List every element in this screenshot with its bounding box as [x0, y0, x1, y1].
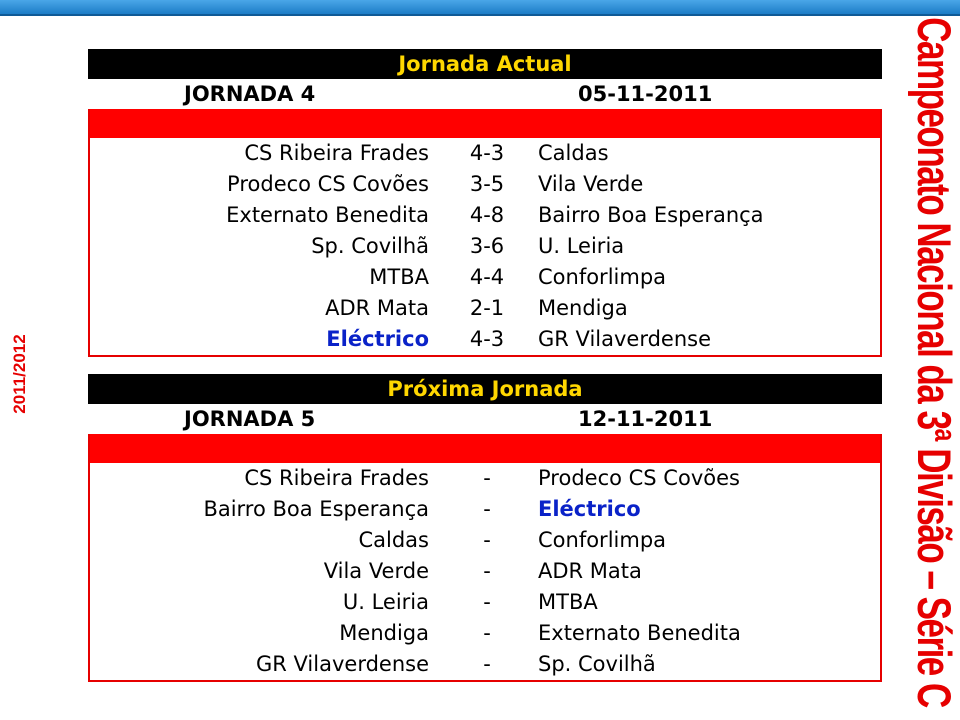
- home-team: Vila Verde: [323, 559, 429, 583]
- match-score: 4-4: [469, 265, 505, 289]
- away-team: GR Vilaverdense: [538, 327, 712, 351]
- season-label-box: [3, 318, 37, 430]
- fixture-row: [90, 587, 880, 618]
- fixture-row: [90, 618, 880, 649]
- current-round-number: JORNADA 4: [184, 82, 316, 106]
- next-red-band: [90, 434, 880, 463]
- next-fixtures-list: [88, 434, 882, 682]
- home-team: Eléctrico: [326, 327, 429, 351]
- current-round-table: [88, 49, 882, 357]
- next-round-table: [88, 374, 882, 682]
- away-team: Bairro Boa Esperança: [538, 203, 764, 227]
- current-results-list: [88, 109, 882, 357]
- home-team: GR Vilaverdense: [255, 652, 429, 676]
- home-team: ADR Mata: [325, 296, 429, 320]
- fixture-separator: -: [483, 652, 491, 676]
- match-score: 3-5: [469, 172, 505, 196]
- result-row: [90, 138, 880, 169]
- home-team: Externato Benedita: [226, 203, 429, 227]
- current-red-band: [90, 109, 880, 138]
- home-team: MTBA: [369, 265, 429, 289]
- away-team: Caldas: [538, 141, 609, 165]
- fixture-row: [90, 556, 880, 587]
- fixture-separator: -: [483, 497, 491, 521]
- result-row: [90, 262, 880, 293]
- fixture-row: [90, 494, 880, 525]
- match-score: 3-6: [469, 234, 505, 258]
- result-row: [90, 293, 880, 324]
- next-round-number: JORNADA 5: [184, 407, 316, 431]
- home-team: CS Ribeira Frades: [244, 141, 429, 165]
- competition-title-box: [905, 17, 960, 707]
- result-row: [90, 231, 880, 262]
- away-team: Mendiga: [538, 296, 628, 320]
- next-round-info: [88, 404, 882, 434]
- away-team: Prodeco CS Covões: [538, 466, 740, 490]
- home-team: Bairro Boa Esperança: [203, 497, 429, 521]
- result-row: [90, 200, 880, 231]
- home-team: Sp. Covilhã: [311, 234, 429, 258]
- away-team: MTBA: [538, 590, 598, 614]
- match-score: 4-3: [469, 141, 505, 165]
- fixture-separator: -: [483, 466, 491, 490]
- home-team: CS Ribeira Frades: [244, 466, 429, 490]
- match-score: 4-3: [469, 327, 505, 351]
- home-team: Prodeco CS Covões: [227, 172, 429, 196]
- away-team: Conforlimpa: [538, 528, 667, 552]
- fixture-separator: -: [483, 621, 491, 645]
- away-team: ADR Mata: [538, 559, 642, 583]
- season-label: 2011/2012: [10, 334, 29, 414]
- current-round-header: Jornada Actual: [88, 49, 882, 79]
- top-bar: [0, 0, 960, 16]
- current-round-date: 05-11-2011: [578, 82, 713, 106]
- home-team: U. Leiria: [342, 590, 429, 614]
- match-score: 2-1: [469, 296, 505, 320]
- away-team: Externato Benedita: [538, 621, 741, 645]
- result-row: [90, 324, 880, 355]
- away-team: U. Leiria: [538, 234, 625, 258]
- away-team: Vila Verde: [538, 172, 644, 196]
- fixture-row: [90, 463, 880, 494]
- away-team: Eléctrico: [538, 497, 641, 521]
- fixture-row: [90, 649, 880, 680]
- fixture-separator: -: [483, 590, 491, 614]
- match-score: 4-8: [469, 203, 505, 227]
- result-row: [90, 169, 880, 200]
- away-team: Sp. Covilhã: [538, 652, 656, 676]
- current-round-info: [88, 79, 882, 109]
- fixture-row: [90, 525, 880, 556]
- fixture-separator: -: [483, 559, 491, 583]
- home-team: Mendiga: [339, 621, 429, 645]
- competition-title: Campeonato Nacional da 3ª Divisão – Série C: [906, 17, 960, 707]
- away-team: Conforlimpa: [538, 265, 667, 289]
- next-round-date: 12-11-2011: [578, 407, 713, 431]
- next-round-header: Próxima Jornada: [88, 374, 882, 404]
- fixture-separator: -: [483, 528, 491, 552]
- home-team: Caldas: [358, 528, 429, 552]
